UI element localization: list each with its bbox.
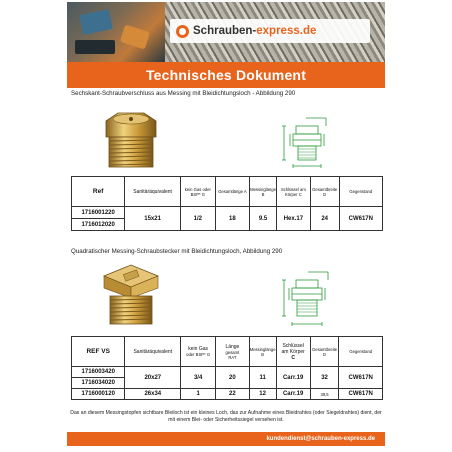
col-key-header [276, 337, 310, 367]
ref-cell: 1716012020 [72, 219, 125, 231]
title-band [67, 62, 385, 88]
gas-cell: 1 [181, 389, 216, 400]
col-b-header: Messinglänge B [250, 177, 277, 207]
col-sanitary-header: Sanitäräquivalent [125, 337, 181, 367]
col-length-header: Gesamtlänge A [215, 177, 249, 207]
b-cell: 9.5 [250, 207, 277, 231]
table-header-row [72, 177, 383, 207]
b-cell: 12 [249, 389, 276, 400]
hex-plug-image [98, 107, 164, 173]
document-title: Technisches Dokument [145, 67, 307, 83]
length-cell: 18 [215, 207, 249, 231]
square-plug-drawing [236, 268, 336, 332]
d-cell: 24 [310, 207, 339, 231]
col-key-header: Schlüssel am Körper C [277, 177, 311, 207]
footer-band [67, 432, 385, 446]
contact-email-link[interactable]: kundendienst@schrauben-express.de [266, 436, 375, 442]
workshop-photo [67, 2, 165, 62]
ref-cell: 1716003420 [72, 367, 125, 378]
table-header-row [72, 337, 383, 367]
ref-cell: 1716001220 [72, 207, 125, 219]
brand-name-part2: express.de [256, 25, 317, 37]
section1-caption: Sechskant-Schraubverschluss aus Messing mit Bleidichtungsloch - Abbildung 290 [71, 90, 296, 97]
sanitary-cell: 15x21 [125, 207, 181, 231]
sanitary-cell: 26x34 [125, 389, 181, 400]
header-banner [67, 2, 385, 62]
logo-icon [176, 25, 189, 38]
col-d-header: Gesamtbreite D [310, 177, 339, 207]
table-row [72, 207, 383, 219]
length-cell: 22 [216, 389, 249, 400]
gas-header-line1: kein Gas [188, 346, 208, 352]
col-material-header: Gegenstand [339, 177, 382, 207]
col-ref-header: Ref [72, 177, 125, 207]
spec-table-2 [71, 336, 383, 400]
footnote-text: Das an diesem Messingstopfen sichtbare Bleiloch ist ein kleines Loch, das zur Aufnahme eines Bleidrahtes (oder Siegeldrahtes) dient, der mit einem Blei- oder Sicherheitssiegel versehen ist. [70, 410, 382, 423]
hex-plug-drawing [236, 112, 336, 172]
material-cell: CW617N [339, 389, 383, 400]
key-header-line2: am Körper [281, 348, 305, 355]
d-cell: 39,5 [310, 389, 339, 400]
col-material-header: Gegenstand [339, 337, 383, 367]
table-row [72, 389, 383, 400]
key-header-line3: C [291, 354, 295, 361]
gas-cell: 1/2 [180, 207, 215, 231]
table-row [72, 367, 383, 378]
gas-header-line2: oder BSP* G [186, 352, 211, 357]
gas-cell: 3/4 [181, 367, 216, 389]
col-gas-header: kein Gas oder BSP* G [180, 177, 215, 207]
brand-logo [170, 19, 370, 43]
col-ref-header: REF VS [72, 337, 125, 367]
col-length-header [216, 337, 249, 367]
material-cell: CW617N [339, 207, 382, 231]
key-cell: Carr.19 [276, 389, 310, 400]
b-cell: 11 [249, 367, 276, 389]
sanitary-cell: 20x27 [125, 367, 181, 389]
col-b-header: Messinglänge B [249, 337, 276, 367]
key-cell: Hex.17 [277, 207, 311, 231]
spec-table-1 [71, 176, 383, 231]
ref-cell: 1716034020 [72, 378, 125, 389]
material-cell: CW617N [339, 367, 383, 389]
d-cell: 32 [310, 367, 339, 389]
square-plug-image [98, 262, 164, 330]
length-header-line1: Länge [225, 343, 240, 350]
ref-cell: 1716000120 [72, 389, 125, 400]
brand-name-part1: Schrauben- [193, 25, 257, 37]
col-sanitary-header: Sanitäräquivalent [125, 177, 181, 207]
section2-caption: Quadratischer Messing-Schraubstecker mit Bleidichtungsloch, Abbildung 290 [71, 248, 283, 255]
key-cell: Carr.19 [276, 367, 310, 389]
length-header-line2: gesamt [225, 349, 240, 355]
col-gas-header [181, 337, 216, 367]
col-d-header: Gesamtbreite D [310, 337, 339, 367]
length-cell: 20 [216, 367, 249, 389]
key-header-line1: Schlüssel [282, 342, 304, 349]
length-header-line3: RAT [228, 354, 237, 360]
